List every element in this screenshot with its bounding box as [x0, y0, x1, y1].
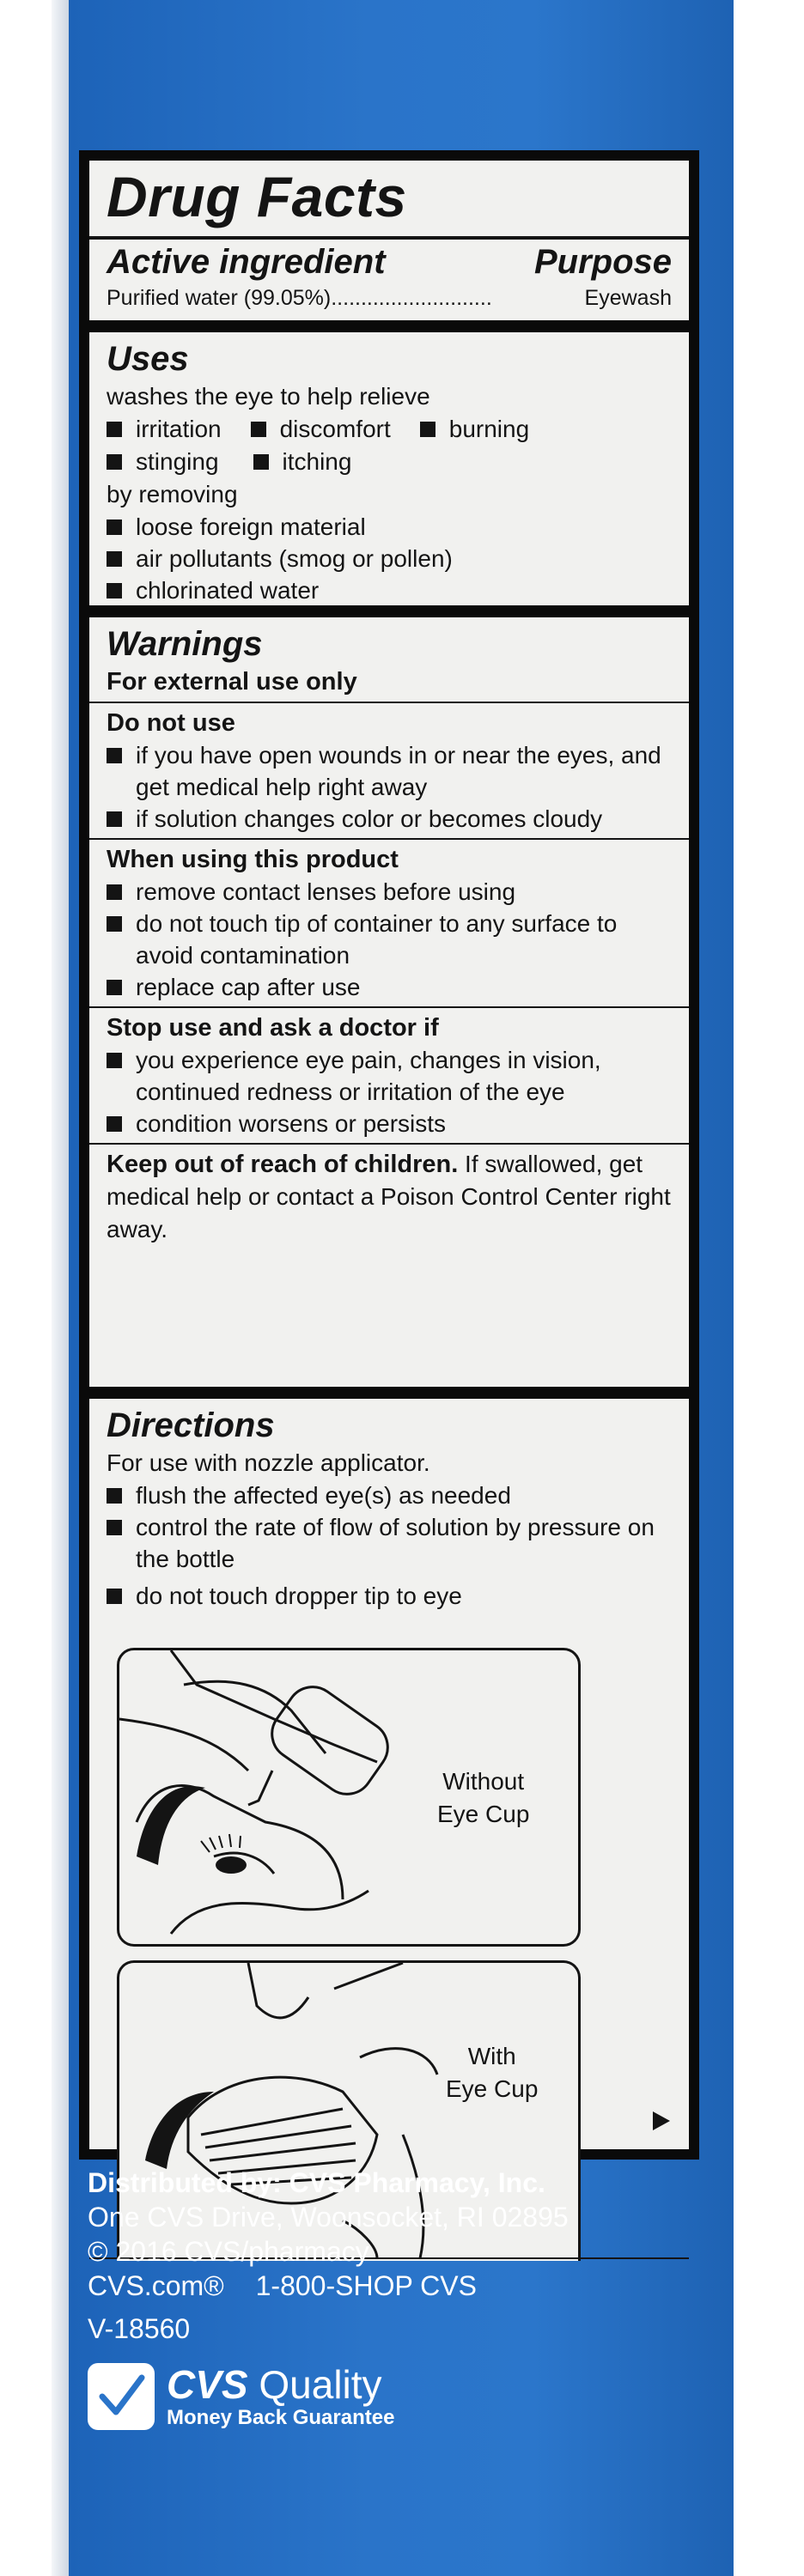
warnings-section	[89, 617, 689, 1387]
keep-out-rest: If swallowed, get medical help or contact a Poison Control Center right away.	[107, 1151, 671, 1242]
quality-label: Quality	[259, 2362, 382, 2407]
box-edge	[52, 0, 70, 2576]
use-item: discomfort	[279, 416, 391, 442]
purpose-heading: Purpose	[533, 243, 672, 281]
uses-by: by removing	[107, 481, 238, 507]
ingredient-name: Purified water (99.05%)	[107, 286, 332, 310]
phone-number: 1-800-SHOP CVS	[255, 2270, 477, 2301]
directions-section	[89, 1399, 689, 2149]
bullet-icon	[253, 454, 269, 470]
bullet-icon	[107, 1116, 122, 1132]
use-item: stinging	[136, 448, 219, 475]
cvs-quality-badge	[88, 2363, 394, 2430]
directions-heading: Directions	[107, 1406, 275, 1444]
illus1-caption	[437, 1765, 529, 1831]
warning-item: if you have open wounds in or near the eyes, and get medical help right away	[107, 739, 672, 803]
warning-item: you experience eye pain, changes in vision, continued redness or irritation of the eye	[107, 1044, 672, 1108]
illus2-caption	[446, 2040, 538, 2105]
external-use: For external use only	[107, 668, 357, 696]
uses-intro: washes the eye to help relieve	[107, 383, 430, 410]
bullet-icon	[251, 422, 266, 437]
bullet-icon	[107, 980, 122, 995]
uses-item: air pollutants (smog or pollen)	[107, 543, 672, 574]
address: One CVS Drive, Woonsocket, RI 02895	[88, 2202, 569, 2233]
bullet-icon	[107, 1589, 122, 1604]
keep-out-bold: Keep out of reach of children.	[107, 1151, 459, 1178]
section-rule	[89, 1006, 689, 1008]
bullet-icon	[107, 916, 122, 932]
use-item: irritation	[136, 416, 222, 442]
when-using-heading: When using this product	[107, 846, 399, 873]
uses-row-2	[107, 446, 672, 478]
bullet-icon	[107, 551, 122, 567]
check-glyph	[95, 2371, 147, 2422]
active-ingredient-heading: Active ingredient	[107, 243, 386, 281]
caption-line: Eye Cup	[437, 1801, 530, 1827]
caption-line: With	[467, 2043, 516, 2069]
warning-item: do not touch tip of container to any surface to avoid contamination	[107, 908, 672, 971]
stop-use-heading: Stop use and ask a doctor if	[107, 1014, 439, 1042]
website-link: CVS.com®	[88, 2270, 224, 2301]
uses-item: chlorinated water	[107, 574, 672, 606]
directions-intro: For use with nozzle applicator.	[107, 1449, 430, 1476]
quality-title	[167, 2363, 394, 2406]
uses-heading: Uses	[107, 340, 189, 378]
keep-out-of-reach	[107, 1148, 672, 1246]
uses-row-1	[107, 413, 672, 446]
bullet-icon	[107, 422, 122, 437]
section-rule	[89, 702, 689, 703]
warning-item: if solution changes color or becomes cloudy	[107, 803, 672, 835]
distributed-by: Distributed by: CVS Pharmacy, Inc.	[88, 2167, 545, 2198]
warning-item: replace cap after use	[107, 971, 672, 1003]
uses-section	[89, 332, 689, 605]
bullet-icon	[107, 583, 122, 598]
uses-item: loose foreign material	[107, 511, 672, 543]
title-rule	[89, 236, 689, 240]
use-item: itching	[282, 448, 352, 475]
bullet-icon	[107, 454, 122, 470]
section-rule	[89, 838, 689, 840]
distributor-info	[88, 2166, 569, 2346]
bullet-icon	[107, 884, 122, 900]
bullet-icon	[420, 422, 436, 437]
bullet-icon	[107, 811, 122, 827]
section-rule	[89, 1143, 689, 1145]
illustration-without-eye-cup	[117, 1648, 581, 1947]
copyright: © 2016 CVS/pharmacy	[88, 2236, 369, 2267]
quality-text	[167, 2363, 394, 2430]
warning-item: remove contact lenses before using	[107, 876, 672, 908]
guarantee: Money Back Guarantee	[167, 2406, 395, 2429]
contact-row	[88, 2269, 569, 2303]
active-ingredient-row	[107, 282, 672, 314]
drug-facts-title: Drug Facts	[107, 165, 407, 228]
checkmark-icon	[88, 2363, 155, 2430]
brand-name: CVS	[167, 2362, 248, 2407]
bullet-icon	[107, 1520, 122, 1535]
continue-arrow-icon	[653, 2111, 670, 2130]
warning-item: condition worsens or persists	[107, 1108, 672, 1139]
bullet-icon	[107, 1053, 122, 1068]
caption-line: Without	[442, 1768, 525, 1795]
drug-facts-panel	[79, 150, 699, 2160]
leader-dots: ...........................	[331, 286, 492, 310]
do-not-use-heading: Do not use	[107, 709, 235, 737]
use-item: burning	[448, 416, 530, 442]
ingredient-purpose: Eyewash	[584, 286, 672, 310]
bullet-icon	[107, 1488, 122, 1504]
bullet-icon	[107, 748, 122, 763]
caption-line: Eye Cup	[446, 2075, 539, 2102]
warnings-heading: Warnings	[107, 625, 263, 663]
bullet-icon	[107, 519, 122, 535]
direction-item: do not touch dropper tip to eye	[107, 1580, 672, 1612]
direction-item: flush the affected eye(s) as needed	[107, 1479, 672, 1511]
product-code: V-18560	[88, 2313, 191, 2344]
direction-item: control the rate of flow of solution by pressure on the bottle	[107, 1511, 672, 1575]
title-section	[89, 161, 689, 320]
active-header-row	[107, 243, 672, 282]
